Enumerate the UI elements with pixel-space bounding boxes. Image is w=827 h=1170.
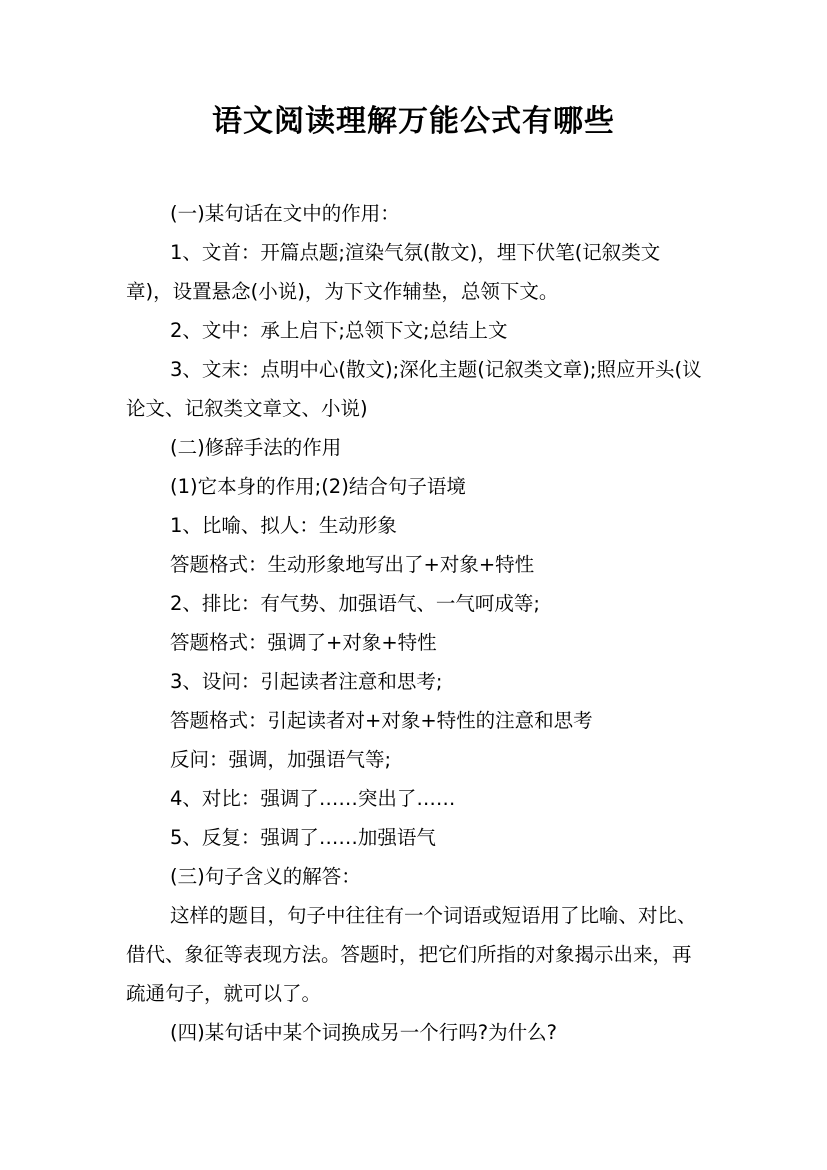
paragraph: 3、文末：点明中心(散文);深化主题(记叙类文章);照应开头(议论文、记叙类文章文、小说)	[126, 358, 702, 420]
document-title: 语文阅读理解万能公式有哪些	[212, 104, 615, 139]
paragraph: (1)它本身的作用;(2)结合句子语境	[170, 475, 466, 498]
section-heading-3: (三)句子含义的解答：	[170, 865, 361, 888]
paragraph: 1、比喻、拟人：生动形象	[170, 514, 397, 537]
paragraph: 2、排比：有气势、加强语气、一气呵成等;	[170, 592, 540, 615]
section-heading-4: (四)某句话中某个词换成另一个行吗?为什么?	[170, 1021, 557, 1044]
document-body	[126, 194, 706, 1052]
section-heading-1: (一)某句话在文中的作用：	[170, 202, 400, 225]
section-heading-2: (二)修辞手法的作用	[170, 436, 342, 459]
paragraph: 答题格式：引起读者对+对象+特性的注意和思考	[170, 709, 593, 732]
paragraph: 2、文中：承上启下;总领下文;总结上文	[170, 319, 508, 342]
paragraph: 4、对比：强调了……突出了……	[170, 787, 456, 810]
paragraph: 反问：强调，加强语气等;	[170, 748, 392, 771]
paragraph: 这样的题目，句子中往往有一个词语或短语用了比喻、对比、借代、象征等表现方法。答题时，把它们所指的对象揭示出来，再疏通句子，就可以了。	[126, 904, 697, 1005]
paragraph: 答题格式：强调了+对象+特性	[170, 631, 437, 654]
paragraph: 1、文首：开篇点题;渲染气氛(散文)，埋下伏笔(记叙类文章)，设置悬念(小说)，为下文作辅垫，总领下文。	[126, 241, 661, 303]
paragraph: 5、反复：强调了……加强语气	[170, 826, 436, 849]
paragraph: 答题格式：生动形象地写出了+对象+特性	[170, 553, 535, 576]
paragraph: 3、设问：引起读者注意和思考;	[170, 670, 443, 693]
